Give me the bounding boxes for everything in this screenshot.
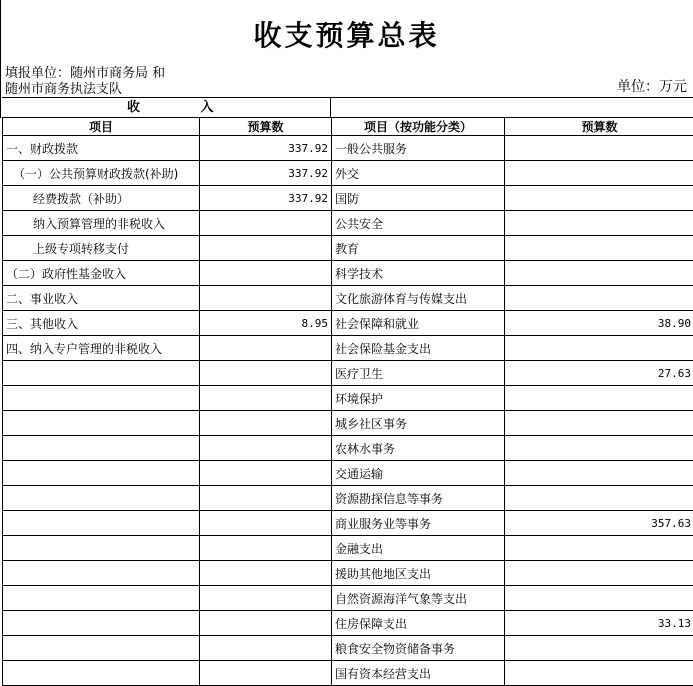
- reporting-unit-line2: 随州市商务执法支队: [5, 82, 205, 98]
- expense-budget-cell: [505, 236, 693, 261]
- income-item-cell: [3, 661, 200, 686]
- table-row: [3, 461, 693, 486]
- income-item-cell: [3, 436, 200, 461]
- budget-table: [2, 117, 693, 686]
- expense-item-cell: 商业服务业等事务: [332, 511, 505, 536]
- expense-item-cell: 住房保障支出: [332, 611, 505, 636]
- page-title: 收支预算总表: [0, 14, 693, 54]
- expense-item-cell: 援助其他地区支出: [332, 561, 505, 586]
- income-budget-cell: [200, 636, 332, 661]
- income-budget-cell: [200, 286, 332, 311]
- income-item-cell: [3, 586, 200, 611]
- table-row: [3, 261, 693, 286]
- income-budget-cell: [200, 536, 332, 561]
- income-item-cell: [3, 536, 200, 561]
- expense-item-cell: 公共安全: [332, 211, 505, 236]
- expense-budget-cell: 38.90: [505, 311, 693, 336]
- table-row: [3, 561, 693, 586]
- expense-item-cell: 资源勘探信息等事务: [332, 486, 505, 511]
- income-item-cell: 三、其他收入: [3, 311, 200, 336]
- income-item-cell: [3, 611, 200, 636]
- income-item-cell: 二、事业收入: [3, 286, 200, 311]
- expense-budget-cell: [505, 186, 693, 211]
- income-budget-cell: [200, 261, 332, 286]
- table-row: [3, 136, 693, 161]
- expense-budget-cell: 27.63: [505, 361, 693, 386]
- expense-budget-cell: [505, 586, 693, 611]
- income-item-cell: [3, 461, 200, 486]
- table-row: [3, 661, 693, 686]
- income-item-cell: 一、财政拨款: [3, 136, 200, 161]
- reporting-unit-line1: 填报单位：随州市商务局 和: [5, 66, 205, 82]
- table-row: [3, 511, 693, 536]
- income-section-label: 收 入: [127, 98, 242, 117]
- income-section-header: [2, 97, 331, 117]
- reporting-unit: [5, 66, 205, 98]
- income-budget-cell: [200, 611, 332, 636]
- expense-budget-cell: 33.13: [505, 611, 693, 636]
- expense-item-cell: 交通运输: [332, 461, 505, 486]
- expense-item-cell: 国防: [332, 186, 505, 211]
- income-budget-cell: [200, 236, 332, 261]
- expense-budget-cell: [505, 136, 693, 161]
- expense-item-cell: 教育: [332, 236, 505, 261]
- expense-budget-cell: [505, 486, 693, 511]
- income-budget-cell: 337.92: [200, 186, 332, 211]
- expense-budget-cell: 357.63: [505, 511, 693, 536]
- income-budget-cell: [200, 411, 332, 436]
- income-item-cell: 上级专项转移支付: [3, 236, 200, 261]
- income-item-cell: 经费拨款（补助）: [3, 186, 200, 211]
- table-row: [3, 336, 693, 361]
- expense-budget-cell: [505, 436, 693, 461]
- expense-item-cell: 城乡社区事务: [332, 411, 505, 436]
- expense-budget-cell: [505, 261, 693, 286]
- table-row: [3, 311, 693, 336]
- expense-item-cell: 粮食安全物资储备事务: [332, 636, 505, 661]
- expense-item-cell: 金融支出: [332, 536, 505, 561]
- table-row: [3, 386, 693, 411]
- income-budget-cell: 337.92: [200, 161, 332, 186]
- income-budget-cell: 8.95: [200, 311, 332, 336]
- table-row: [3, 361, 693, 386]
- table-row: [3, 536, 693, 561]
- table-row: [3, 411, 693, 436]
- income-budget-cell: [200, 561, 332, 586]
- income-budget-cell: [200, 511, 332, 536]
- table-row: [3, 436, 693, 461]
- table-row: [3, 236, 693, 261]
- income-item-cell: [3, 636, 200, 661]
- income-budget-cell: [200, 361, 332, 386]
- table-row: [3, 161, 693, 186]
- expense-item-cell: 国有资本经营支出: [332, 661, 505, 686]
- table-row: [3, 286, 693, 311]
- income-budget-cell: [200, 486, 332, 511]
- table-header-row: [3, 118, 693, 136]
- table-row: [3, 186, 693, 211]
- currency-unit: 单位：万元: [617, 76, 687, 96]
- expense-item-cell: 社会保险基金支出: [332, 336, 505, 361]
- expense-item-cell: 医疗卫生: [332, 361, 505, 386]
- income-item-cell: （一）公共预算财政拨款(补助): [3, 161, 200, 186]
- expense-item-cell: 自然资源海洋气象等支出: [332, 586, 505, 611]
- expense-item-cell: 科学技术: [332, 261, 505, 286]
- expense-budget-cell: [505, 286, 693, 311]
- income-item-cell: 四、纳入专户管理的非税收入: [3, 336, 200, 361]
- expense-budget-cell: [505, 461, 693, 486]
- income-budget-cell: [200, 211, 332, 236]
- expense-item-cell: 一般公共服务: [332, 136, 505, 161]
- expense-item-cell: 文化旅游体育与传媒支出: [332, 286, 505, 311]
- band-divider: [331, 97, 693, 98]
- expense-budget-cell: [505, 561, 693, 586]
- income-item-cell: [3, 511, 200, 536]
- table-row: [3, 486, 693, 511]
- expense-budget-cell: [505, 411, 693, 436]
- income-budget-cell: [200, 461, 332, 486]
- table-row: [3, 611, 693, 636]
- expense-item-cell: 社会保障和就业: [332, 311, 505, 336]
- income-item-cell: [3, 386, 200, 411]
- income-item-cell: （二）政府性基金收入: [3, 261, 200, 286]
- table-row: [3, 586, 693, 611]
- income-item-cell: [3, 411, 200, 436]
- expense-budget-cell: [505, 336, 693, 361]
- income-budget-cell: [200, 661, 332, 686]
- expense-item-cell: 外交: [332, 161, 505, 186]
- expense-budget-cell: [505, 211, 693, 236]
- table-row: [3, 636, 693, 661]
- income-budget-cell: [200, 586, 332, 611]
- table-row: [3, 211, 693, 236]
- income-budget-cell: [200, 436, 332, 461]
- expense-budget-cell: [505, 636, 693, 661]
- expense-budget-cell: [505, 386, 693, 411]
- header-expense-item: 项目（按功能分类）: [332, 118, 505, 136]
- income-item-cell: [3, 361, 200, 386]
- income-item-cell: [3, 561, 200, 586]
- expense-item-cell: 农林水事务: [332, 436, 505, 461]
- income-budget-cell: 337.92: [200, 136, 332, 161]
- expense-budget-cell: [505, 661, 693, 686]
- expense-budget-cell: [505, 536, 693, 561]
- header-income-budget: 预算数: [200, 118, 332, 136]
- expense-item-cell: 环境保护: [332, 386, 505, 411]
- income-budget-cell: [200, 386, 332, 411]
- expense-budget-cell: [505, 161, 693, 186]
- header-expense-budget: 预算数: [505, 118, 693, 136]
- income-item-cell: [3, 486, 200, 511]
- income-budget-cell: [200, 336, 332, 361]
- header-income-item: 项目: [3, 118, 200, 136]
- income-item-cell: 纳入预算管理的非税收入: [3, 211, 200, 236]
